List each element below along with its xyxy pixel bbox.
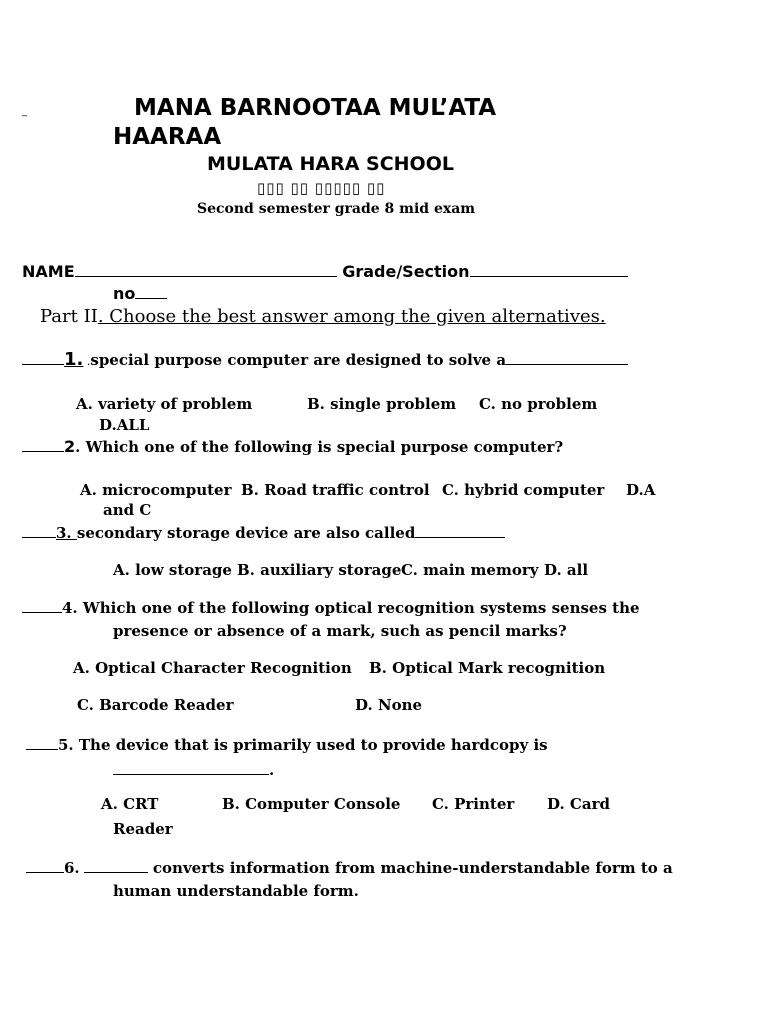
no-label: no: [113, 284, 136, 303]
q2-option-b: B. Road traffic control: [241, 481, 430, 499]
question-6: [26, 858, 673, 877]
question-3: [22, 523, 505, 542]
question-6-text: converts information from machine-understandable form to a: [147, 859, 673, 877]
question-5: [26, 735, 548, 754]
part-instruction: . Choose the best answer among the given alternatives.: [97, 306, 606, 327]
q5-option-a: A. CRT: [101, 795, 159, 813]
q1-option-d: D.ALL: [99, 416, 150, 434]
question-1: [22, 349, 628, 370]
question-3-number: 3.: [56, 524, 77, 542]
answer-blank-1[interactable]: [22, 350, 64, 365]
question-5-fill-blank: [113, 760, 269, 775]
name-blank[interactable]: [75, 262, 337, 277]
question-6-fill-blank: [84, 858, 148, 873]
answer-blank-4[interactable]: [22, 598, 62, 613]
q5-option-d: D. Card: [547, 795, 610, 813]
question-6-number: 6.: [64, 859, 80, 877]
question-1-fill-blank: [506, 350, 628, 365]
question-3-text: secondary storage device are also called: [76, 524, 416, 542]
q5-option-c: C. Printer: [432, 795, 515, 813]
question-5-line2: [113, 760, 274, 779]
exam-title: Second semester grade 8 mid exam: [197, 201, 476, 217]
school-title-line1: MANA BARNOOTAA MUL’ATA: [134, 95, 497, 121]
answer-blank-3[interactable]: [22, 523, 56, 538]
answer-blank-2[interactable]: [22, 437, 64, 452]
q2-option-a: A. microcomputer: [80, 481, 232, 499]
q1-option-c: C. no problem: [479, 395, 598, 413]
q5-option-d-cont: Reader: [113, 820, 173, 838]
question-5-end: .: [269, 761, 275, 779]
q3-option-a: A. low storage: [113, 561, 232, 579]
school-title-line2: HAARAA: [113, 124, 222, 150]
q2-option-c: C. hybrid computer: [442, 481, 605, 499]
question-4-line2: presence or absence of a mark, such as pencil marks?: [113, 622, 567, 640]
school-name: MULATA HARA SCHOOL: [207, 153, 454, 175]
question-4-number: 4.: [62, 599, 78, 617]
q1-option-b: B. single problem: [307, 395, 457, 413]
question-1-number: 1.: [64, 349, 84, 370]
question-1-prefix: .: [83, 355, 91, 368]
question-1-text: special purpose computer are designed to solve a: [90, 351, 507, 369]
part-label: Part II: [40, 306, 98, 327]
part-heading: [40, 306, 606, 327]
q4-option-b: B. Optical Mark recognition: [369, 659, 606, 677]
question-4-text: Which one of the following optical recognition systems senses the: [77, 599, 640, 617]
grade-blank[interactable]: [470, 262, 628, 277]
question-3-fill-blank: [415, 523, 505, 538]
answer-blank-6[interactable]: [26, 858, 64, 873]
no-row: [113, 284, 167, 303]
question-5-text: The device that is primarily used to provide hardcopy is: [73, 736, 548, 754]
q5-option-b: B. Computer Console: [222, 795, 401, 813]
header-mark: _: [22, 106, 27, 117]
question-5-number: 5.: [58, 736, 74, 754]
question-2: [22, 437, 563, 456]
grade-label: Grade/Section: [342, 262, 470, 281]
question-4: [22, 598, 640, 617]
q3-option-d: D. all: [544, 561, 589, 579]
question-6-line2: human understandable form.: [113, 882, 359, 900]
question-2-number: 2: [64, 437, 76, 456]
name-row: [22, 262, 628, 281]
q3-option-c: C. main memory: [401, 561, 539, 579]
answer-blank-5[interactable]: [26, 735, 58, 750]
question-2-text: . Which one of the following is special purpose computer?: [75, 438, 564, 456]
q4-option-d: D. None: [355, 696, 423, 714]
q4-option-a: A. Optical Character Recognition: [73, 659, 352, 677]
name-label: NAME: [22, 262, 75, 281]
q1-option-a: A. variety of problem: [76, 395, 253, 413]
q2-option-d: D.A: [626, 481, 656, 499]
q4-option-c: C. Barcode Reader: [77, 696, 234, 714]
school-name-amharic: ▯▯▯ ▯▯ ▯▯▯▯▯ ▯▯: [257, 179, 386, 197]
no-blank[interactable]: [135, 284, 167, 299]
q3-option-b: B. auxiliary storage: [237, 561, 402, 579]
q2-option-d-cont: and C: [103, 501, 152, 519]
